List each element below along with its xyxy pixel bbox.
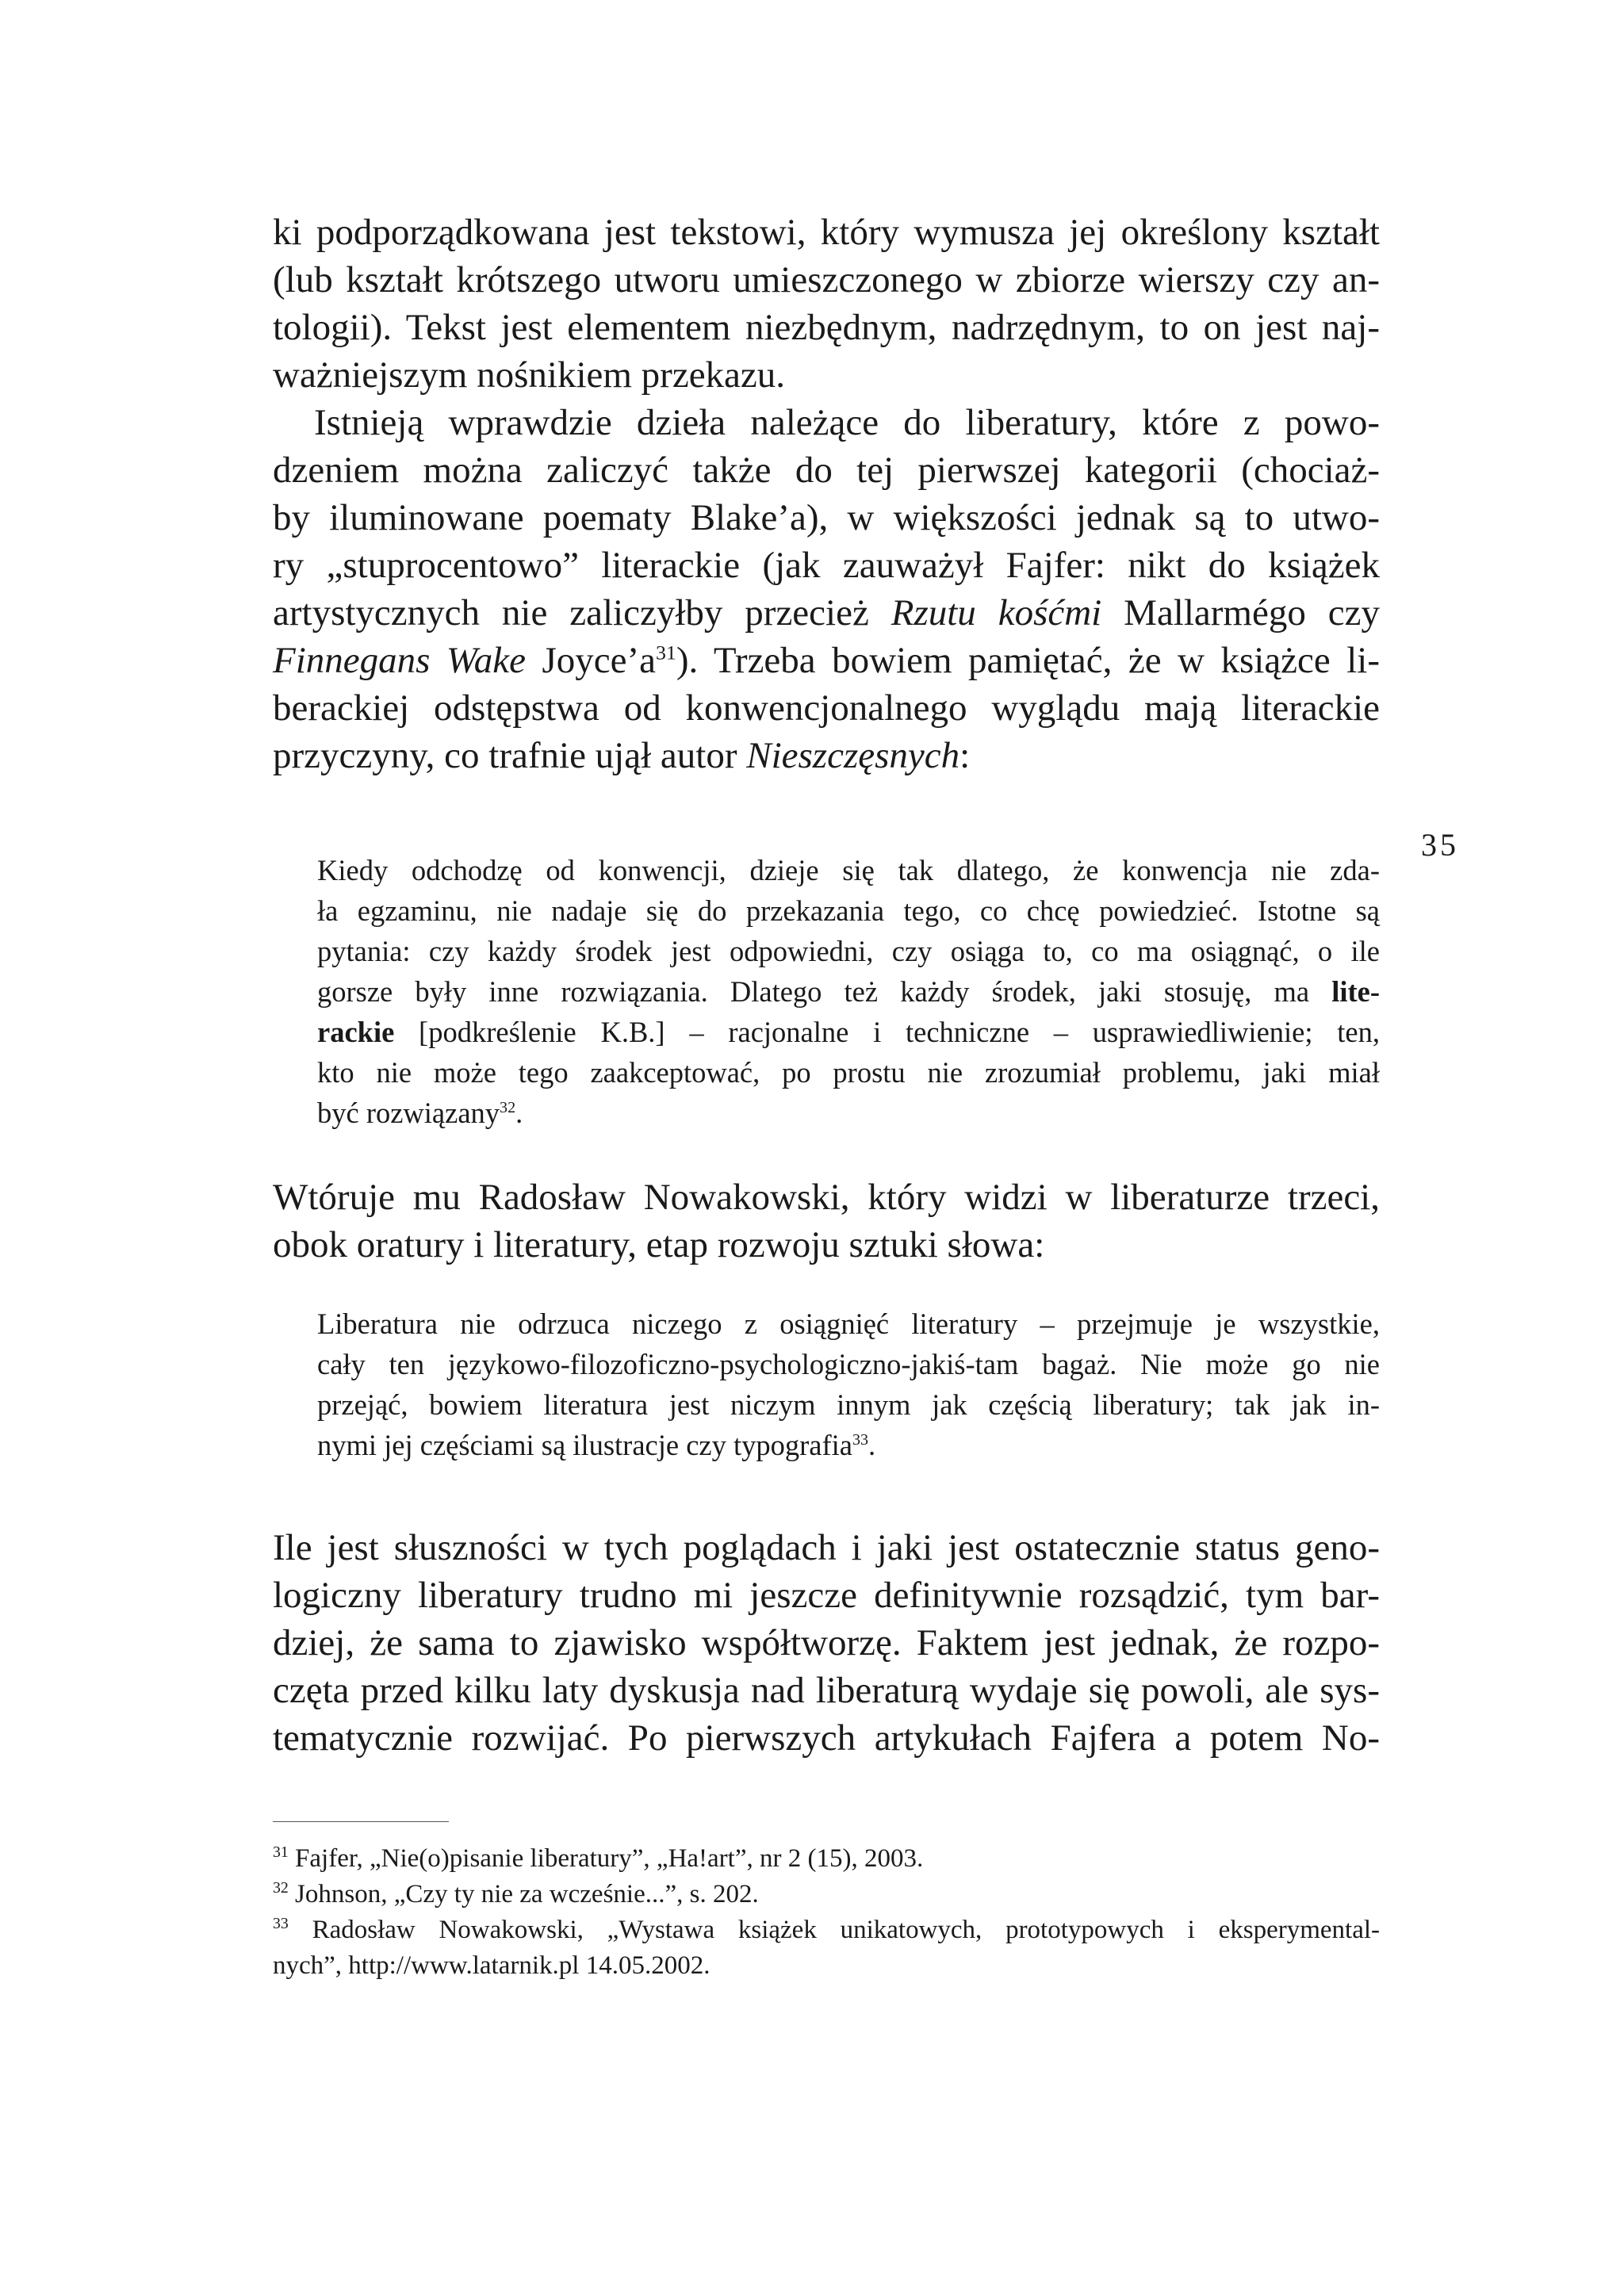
- footnote-32: [273, 1877, 1380, 1912]
- paragraph-conclusion: [273, 1524, 1380, 1762]
- text-segment: artystycznych nie zaliczyłby przecież: [273, 592, 891, 634]
- text-line: berackiej odstępstwa od konwencjonalnego wyglądu mają literackie: [273, 687, 1380, 729]
- block-quote-johnson: [317, 850, 1380, 1133]
- paragraph-nowakowski: [273, 1173, 1380, 1269]
- text-line: dziej, że sama to zjawisko współtworzę. Faktem jest jednak, że rozpo-: [273, 1622, 1380, 1663]
- page-number: 35: [1421, 827, 1459, 863]
- footnote-divider: [273, 1821, 449, 1822]
- paragraph-liberature-categories: [273, 399, 1380, 779]
- text-line: ki podporządkowana jest tekstowi, który wymusza jej określony kształt: [273, 212, 1380, 253]
- text-line: [273, 732, 1380, 779]
- footnote-ref: 31: [655, 641, 676, 664]
- quote-line: [317, 1425, 1380, 1465]
- quote-line: kto nie może tego zaakceptować, po prostu nie zrozumiał problemu, jaki miał: [317, 1056, 1380, 1089]
- footnote-number: 32: [273, 1879, 289, 1897]
- footnote-31: [273, 1841, 1380, 1877]
- text-segment: być rozwiązany: [317, 1097, 500, 1129]
- text-segment: .: [868, 1429, 876, 1461]
- text-line: Istnieją wprawdzie dzieła należące do liberatury, które z powo-: [314, 402, 1380, 443]
- text-line: częta przed kilku laty dyskusja nad liberaturą wydaje się powoli, ale sys-: [273, 1670, 1380, 1711]
- quote-line: przejąć, bowiem literatura jest niczym innym jak częścią liberatury; tak jak in-: [317, 1388, 1380, 1421]
- text-segment: [podkreślenie K.B.] – racjonalne i techniczne – usprawiedliwienie; ten,: [394, 1016, 1380, 1048]
- text-line: Ile jest słuszności w tych poglądach i jaki jest ostatecznie status geno-: [273, 1527, 1380, 1568]
- emphasis: lite-: [1331, 975, 1380, 1008]
- footnote-text: Radosław Nowakowski, „Wystawa książek unikatowych, prototypowych i eksperymental-: [312, 1916, 1380, 1944]
- text-line: dzeniem można zaliczyć także do tej pierwszej kategorii (chociaż-: [273, 450, 1380, 491]
- text-line: ry „stuprocentowo” literackie (jak zauważył Fajfer: nikt do książek: [273, 545, 1380, 586]
- text-segment: gorsze były inne rozwiązania. Dlatego też każdy środek, jaki stosuję, ma: [317, 975, 1310, 1008]
- footnote-33: [273, 1912, 1380, 1948]
- quote-line: cały ten językowo-filozoficzno-psychologiczno-jakiś-tam bagaż. Nie może go nie: [317, 1348, 1380, 1380]
- text-line: ważniejszym nośnikiem przekazu.: [273, 354, 786, 396]
- book-title: Nieszczęsnych: [746, 735, 960, 776]
- quote-line: Kiedy odchodzę od konwencji, dzieje się tak dlatego, że konwencja nie zda-: [317, 854, 1380, 886]
- block-quote-nowakowski: [317, 1304, 1380, 1465]
- quote-line: [317, 1012, 1380, 1052]
- footnote-ref: 33: [852, 1430, 869, 1449]
- text-line: logiczny liberatury trudno mi jeszcze definitywnie rozsądzić, tym bar-: [273, 1575, 1380, 1616]
- paragraph-continuation: [273, 209, 1380, 399]
- text-line: (lub kształt krótszego utworu umieszczonego w zbiorze wierszy czy an-: [273, 259, 1380, 301]
- quote-line: [317, 971, 1380, 1012]
- footnote-text: Fajfer, „Nie(o)pisanie liberatury”, „Ha!art”, nr 2 (15), 2003.: [295, 1844, 924, 1873]
- footnote-text: Johnson, „Czy ty nie za wcześnie...”, s. 202.: [295, 1880, 759, 1908]
- footnote-number: 31: [273, 1843, 289, 1861]
- quote-line: ła egzaminu, nie nadaje się do przekazania tego, co chcę powiedzieć. Istotne są: [317, 894, 1380, 927]
- text-segment: .: [515, 1097, 523, 1129]
- quote-line: [317, 1093, 1380, 1133]
- text-line: [273, 637, 1380, 684]
- text-line: Wtóruje mu Radosław Nowakowski, który widzi w liberaturze trzeci,: [273, 1177, 1380, 1218]
- quote-line: Liberatura nie odrzuca niczego z osiągnięć literatury – przejmuje je wszystkie,: [317, 1307, 1380, 1340]
- text-line: obok oratury i literatury, etap rozwoju sztuki słowa:: [273, 1224, 1045, 1265]
- footnote-number: 33: [273, 1915, 289, 1932]
- text-segment: :: [959, 735, 971, 776]
- footnote-33-continued: nych”, http://www.latarnik.pl 14.05.2002.: [273, 1951, 710, 1980]
- quote-line: pytania: czy każdy środek jest odpowiedni, czy osiąga to, co ma osiągnąć, o ile: [317, 935, 1380, 967]
- book-title: Finnegans Wake: [273, 640, 526, 681]
- footnotes: [273, 1841, 1380, 1984]
- footnote-ref: 32: [500, 1098, 516, 1116]
- text-segment: ). Trzeba bowiem pamiętać, że w książce li-: [676, 640, 1381, 681]
- book-title: Rzutu kośćmi: [891, 592, 1102, 634]
- emphasis: rackie: [317, 1016, 395, 1048]
- text-line: tematycznie rozwijać. Po pierwszych artykułach Fajfera a potem No-: [273, 1717, 1380, 1759]
- text-segment: przyczyny, co trafnie ujął autor: [273, 735, 747, 776]
- text-segment: Joyce’a: [525, 640, 656, 681]
- text-line: [273, 589, 1380, 637]
- text-line: tologii). Tekst jest elementem niezbędnym, nadrzędnym, to on jest naj-: [273, 307, 1380, 348]
- text-line: by iluminowane poematy Blake’a), w większości jednak są to utwo-: [273, 497, 1380, 538]
- text-segment: Mallarmégo czy: [1101, 592, 1380, 634]
- text-segment: nymi jej częściami są ilustracje czy typografia: [317, 1429, 852, 1461]
